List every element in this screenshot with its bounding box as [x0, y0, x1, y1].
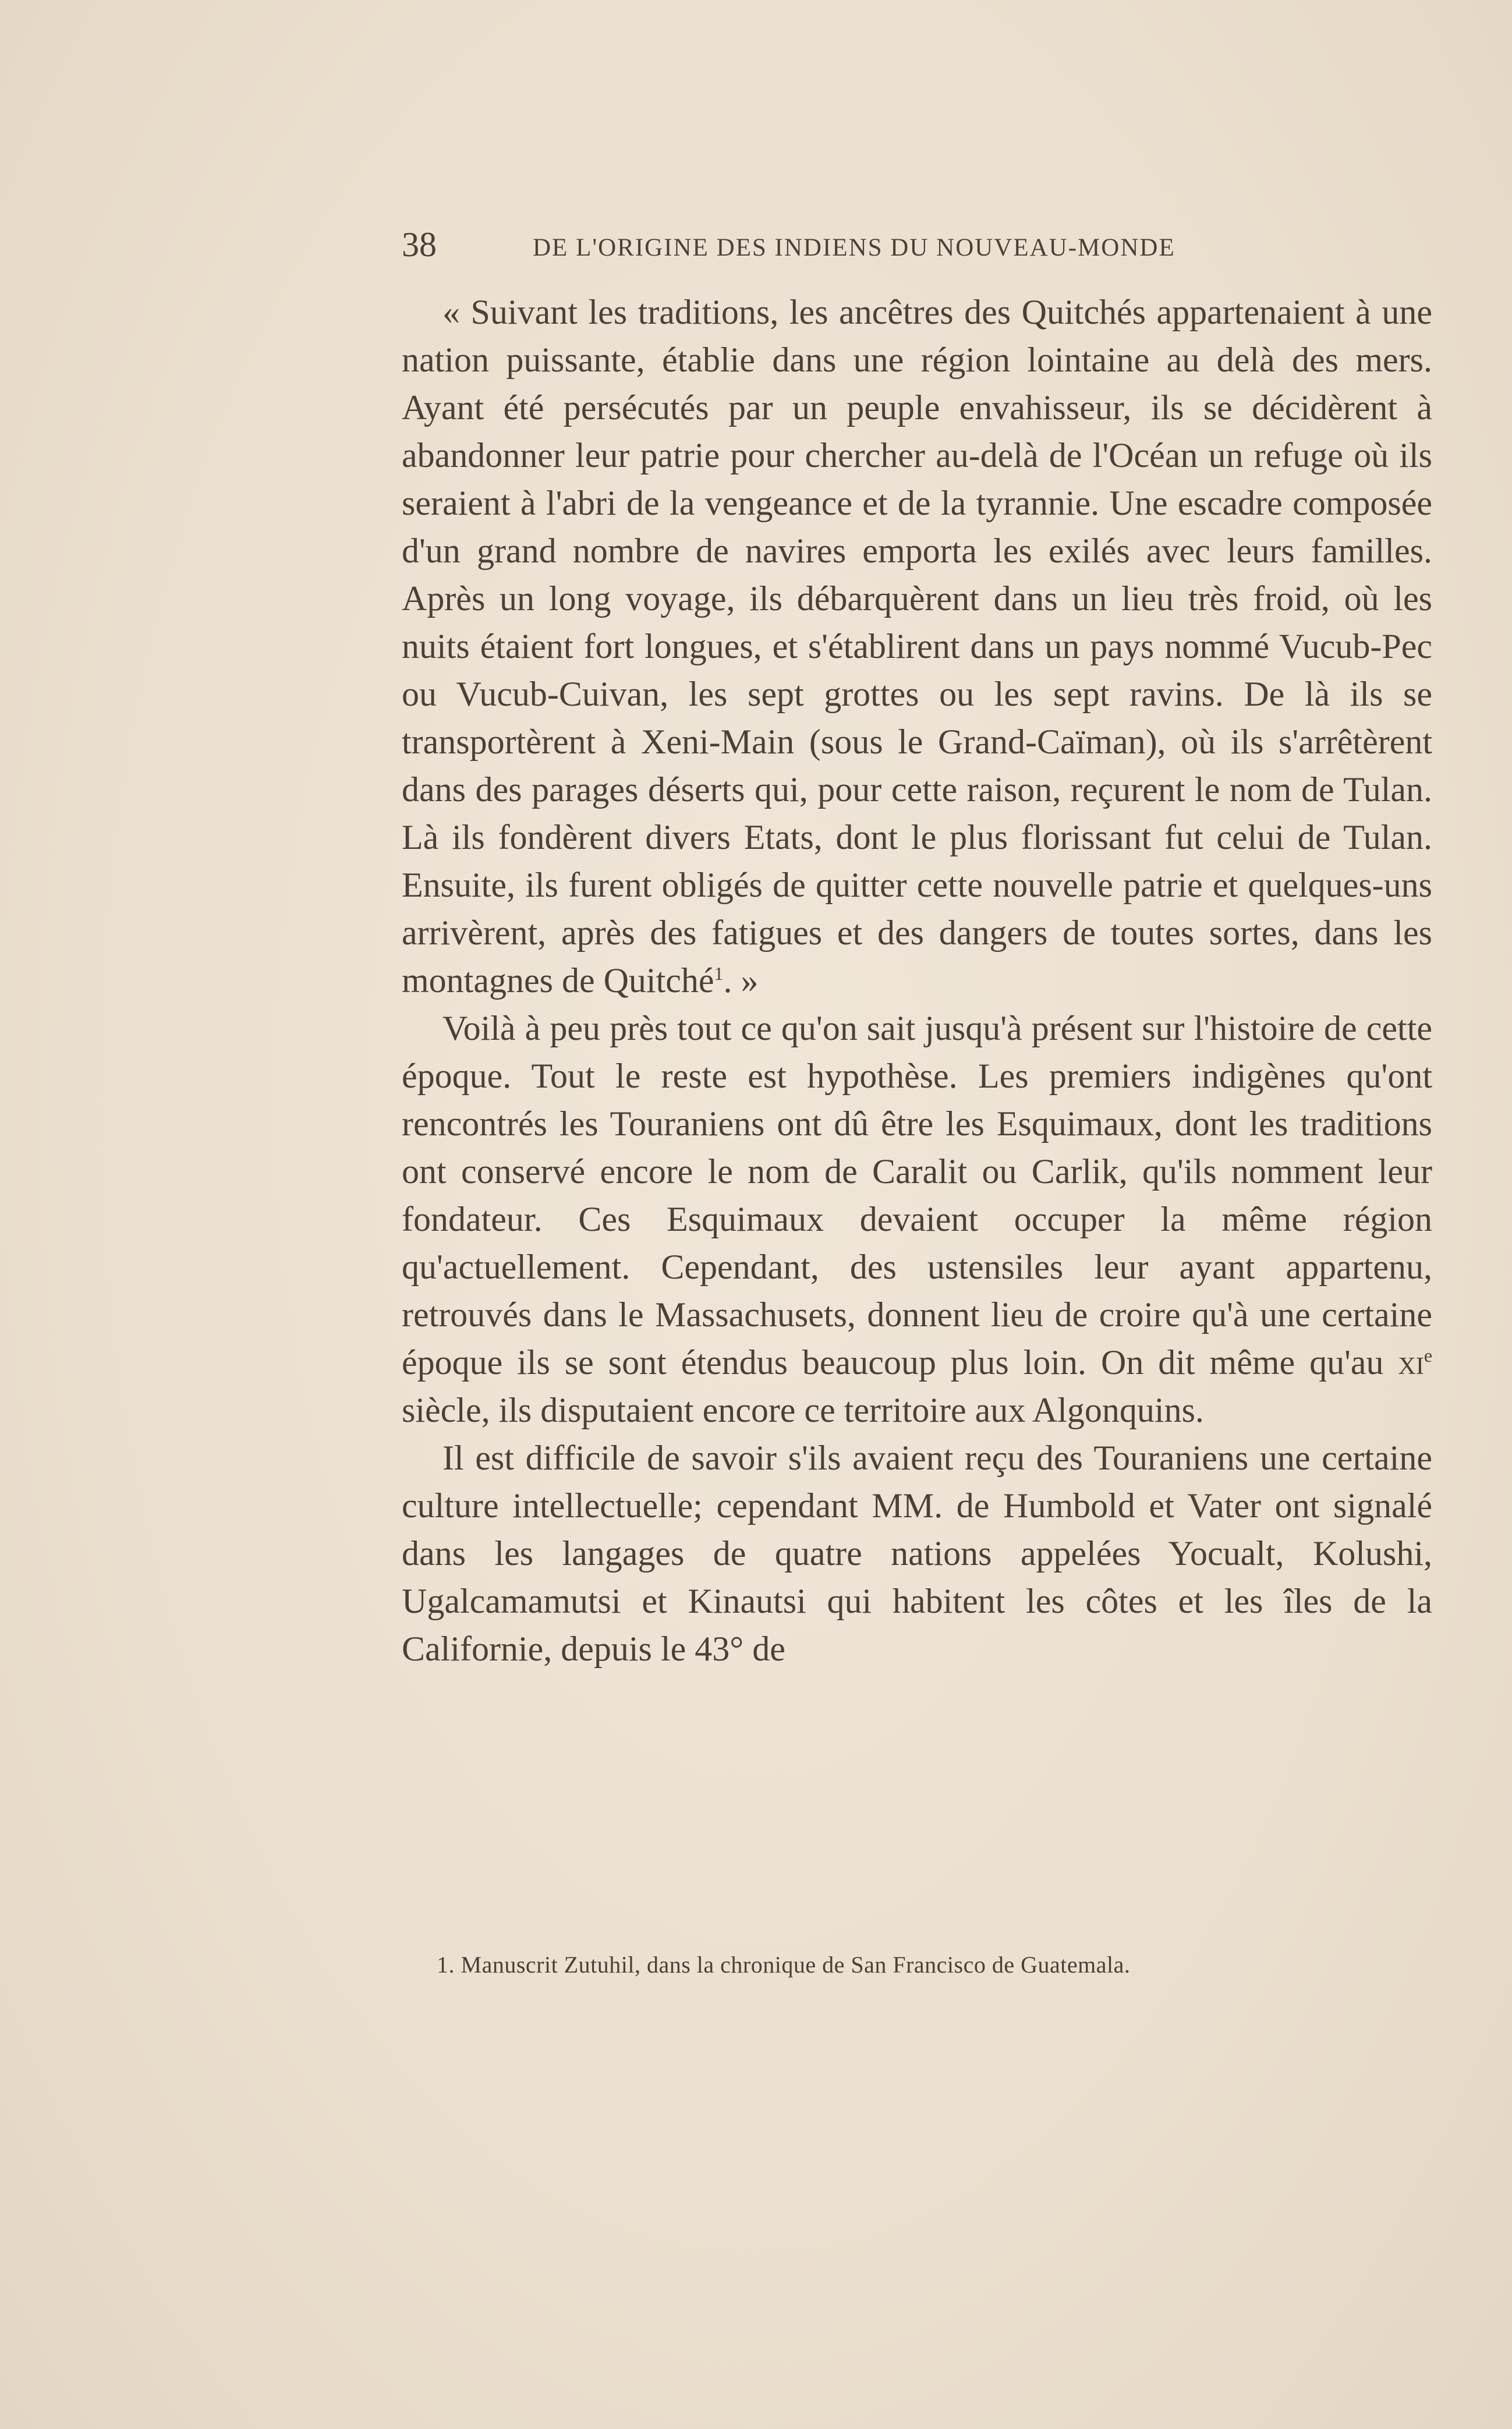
paragraph-text: Il est difficile de savoir s'ils avaient reçu des Touraniens une certaine culture intellectuelle; cependant MM. de Humbold et Vater ont signalé dans les langages de quatre nations appelées Yocualt, Kolushi, Ugalcamamutsi et Kinautsi qui habitent les côtes et les îles de la Californie, depuis le 43° de — [402, 1439, 1432, 1668]
paragraph-esquimaux — [402, 1004, 1432, 1434]
century-numeral: xi — [1398, 1343, 1424, 1382]
paragraph-text: Voilà à peu près tout ce qu'on sait jusqu'à présent sur l'histoire de cette époque. Tout le reste est hypothèse. Les premiers indigènes qu'ont rencontrés les Touraniens ont dû être les Esquimaux, dont les traditions ont conservé encore le nom de Caralit ou Carlik, qu'ils nomment leur fondateur. Ces Esquimaux devaient occuper la même région qu'actuellement. Cependant, des ustensiles leur ayant appartenu, retrouvés dans le Massachusets, donnent lieu de croire qu'à une certaine époque ils se sont étendus beaucoup plus loin. On dit même qu'au — [402, 1009, 1432, 1382]
page-header — [402, 221, 1432, 268]
paragraph-quotation — [402, 288, 1432, 1004]
running-title: DE L'ORIGINE DES INDIENS DU NOUVEAU-MONDE — [533, 234, 1175, 261]
body-text — [402, 288, 1432, 1673]
page-number: 38 — [402, 225, 437, 264]
paragraph-languages — [402, 1434, 1432, 1673]
footnote-reference: 1 — [714, 963, 724, 984]
century-suffix: e — [1424, 1345, 1433, 1366]
quotation-close: . » — [723, 961, 759, 1000]
paragraph-continuation: siècle, ils disputaient encore ce territoire aux Algonquins. — [402, 1391, 1204, 1429]
footnote: 1. Manuscrit Zutuhil, dans la chronique de San Francisco de Guatemala. — [437, 1952, 1131, 1978]
paragraph-text: « Suivant les traditions, les ancêtres des Quitchés appartenaient à une nation puissante, établie dans une région lointaine au delà des mers. Ayant été persécutés par un peuple envahisseur, ils se décidèrent à abandonner leur patrie pour chercher au-delà de l'Océan un refuge où ils seraient à l'abri de la vengeance et de la tyrannie. Une escadre composée d'un grand nombre de navires emporta les exilés avec leurs familles. Après un long voyage, ils débarquèrent dans un lieu très froid, où les nuits étaient fort longues, et s'établirent dans un pays nommé Vucub-Pec ou Vucub-Cuivan, les sept grottes ou les sept ravins. De là ils se transportèrent à Xeni-Main (sous le Grand-Caïman), où ils s'arrêtèrent dans des parages déserts qui, pour cette raison, reçurent le nom de Tulan. Là ils fondèrent divers Etats, dont le plus florissant fut celui de Tulan. Ensuite, ils furent obligés de quitter cette nouvelle patrie et quelques-uns arrivèrent, après des fatigues et des dangers de toutes sortes, dans les montagnes de Quitché — [402, 293, 1432, 1000]
footnote-area — [402, 1948, 1432, 1982]
